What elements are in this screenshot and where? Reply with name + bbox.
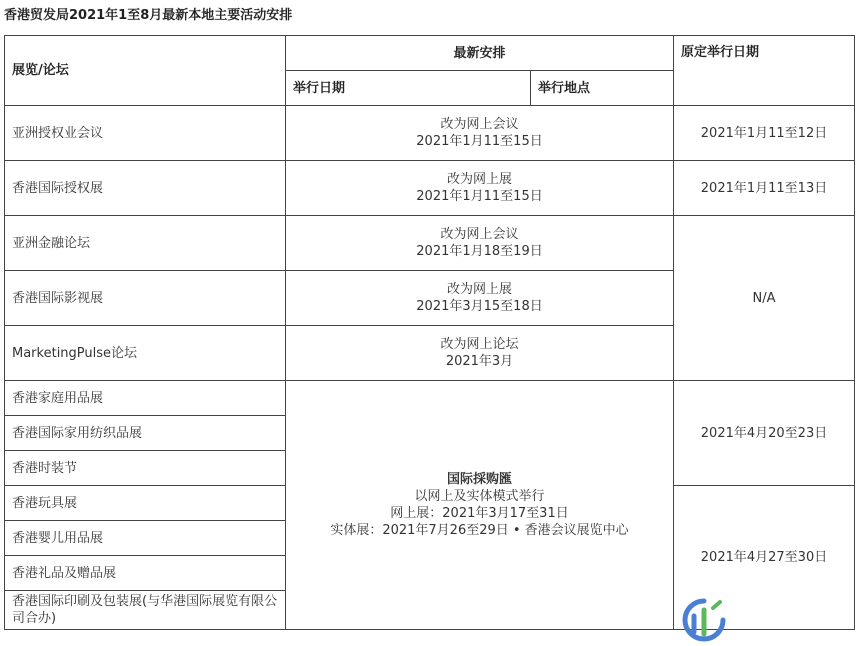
sourcing-mode: 以网上及实体模式举行: [414, 489, 545, 504]
header-event: [5, 36, 286, 106]
arrangement-mode: 改为网上展: [447, 282, 513, 297]
event-name: 香港礼品及赠品展: [5, 556, 286, 591]
event-name: 香港国际影视展: [5, 271, 286, 326]
arrangement-mode: 改为网上论坛: [440, 337, 519, 352]
original-date: 2021年1月11至13日: [674, 161, 855, 216]
event-name: 香港婴儿用品展: [5, 521, 286, 556]
event-name: 香港玩具展: [5, 486, 286, 521]
events-table: [4, 35, 855, 630]
original-date-na: N/A: [674, 216, 855, 381]
arrangement-date: 2021年1月18至19日: [416, 244, 543, 259]
header-venue: 举行地点: [531, 71, 674, 106]
event-name: 香港国际授权展: [5, 161, 286, 216]
event-name: 亚洲金融论坛: [5, 216, 286, 271]
page-title: 香港贸发局2021年1至8月最新本地主要活动安排: [4, 8, 293, 23]
event-name: 香港家庭用品展: [5, 381, 286, 416]
original-date-group1: 2021年4月20至23日: [674, 381, 855, 486]
event-name: 亚洲授权业会议: [5, 106, 286, 161]
event-name: 香港国际家用纺织品展: [5, 416, 286, 451]
arrangement-cell: [286, 161, 674, 216]
event-name: 香港时装节: [5, 451, 286, 486]
arrangement-mode: 改为网上会议: [440, 117, 519, 132]
header-original-date: 原定举行日期: [674, 36, 855, 106]
arrangement-mode: 改为网上展: [447, 172, 513, 187]
arrangement-date: 2021年3月15至18日: [416, 299, 543, 314]
arrangement-date: 2021年1月11至15日: [416, 134, 543, 149]
original-date-group2: 2021年4月27至30日: [674, 486, 855, 630]
header-event-label: 展览/论坛: [12, 63, 69, 78]
header-date: 举行日期: [286, 71, 531, 106]
event-name: MarketingPulse论坛: [5, 326, 286, 381]
header-latest-arrangement: 最新安排: [286, 36, 674, 71]
sourcing-arrangement-cell: [286, 381, 674, 630]
original-date: 2021年1月11至12日: [674, 106, 855, 161]
arrangement-cell: [286, 326, 674, 381]
event-name: 香港国际印刷及包装展(与华港国际展览有限公司合办): [5, 591, 286, 630]
arrangement-date: 2021年1月11至15日: [416, 189, 543, 204]
arrangement-cell: [286, 216, 674, 271]
arrangement-cell: [286, 271, 674, 326]
sourcing-physical-dates: 实体展：2021年7月26至29日 • 香港会议展览中心: [330, 523, 629, 538]
sourcing-online-dates: 网上展：2021年3月17至31日: [390, 506, 569, 521]
sourcing-title: 国际採购匯: [447, 472, 513, 487]
watermark-logo-icon: [680, 596, 728, 644]
arrangement-date: 2021年3月: [445, 354, 514, 369]
arrangement-mode: 改为网上会议: [440, 227, 519, 242]
arrangement-cell: [286, 106, 674, 161]
